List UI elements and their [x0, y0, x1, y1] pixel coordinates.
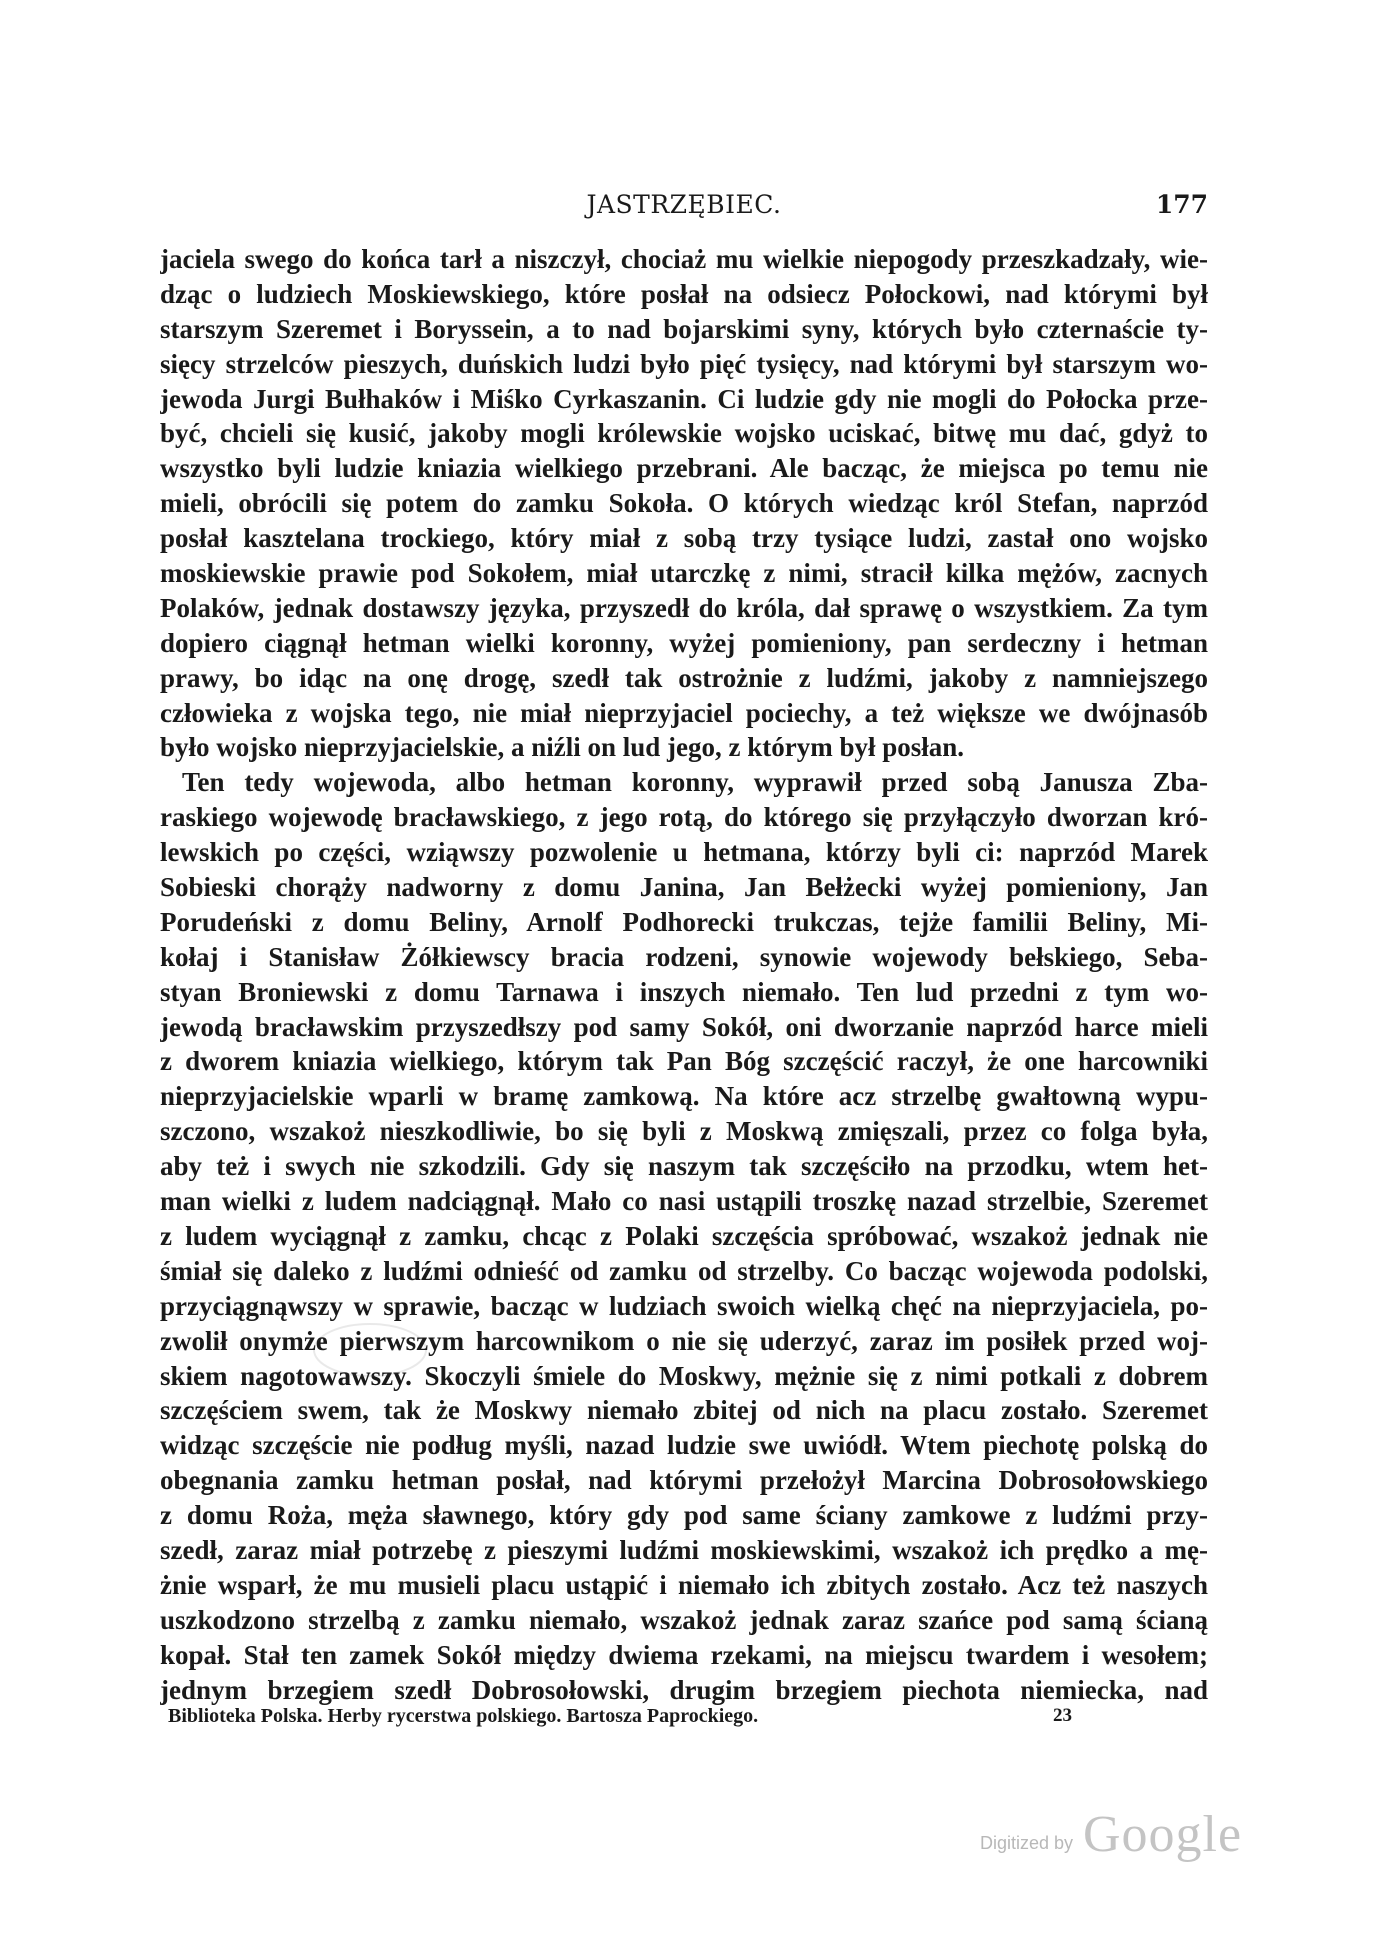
text-line: było wojsko nieprzyjacielskie, a niźli on lud jego, z którym był posłan. [160, 732, 965, 763]
footer-source-line: Biblioteka Polska. Herby rycerstwa polskiego. Bartosza Paprockiego. [168, 1705, 759, 1727]
text-line: jaciela swego do końca tarł a niszczył, chociaż mu wielkie niepogody przeszkadzały, wie- [160, 244, 1208, 274]
text-line: szczęściem swem, tak że Moskwy niemało zbitej od nich na placu zostało. Szeremet [160, 1395, 1208, 1426]
text-line: sięcy strzelców pieszych, duńskich ludzi było pięć tysięcy, nad którymi był starszym wo- [160, 348, 1208, 379]
text-line: obegnania zamku hetman posłał, nad którymi przełożył Marcina Dobrosołowskiego [160, 1465, 1208, 1496]
text-line: śmiał się daleko z ludźmi odnieść od zamku od strzelby. Co bacząc wojewoda podolski, [160, 1255, 1208, 1286]
text-line: kopał. Stał ten zamek Sokół między dwiema rzekami, na miejscu twardem i wesołem; [160, 1639, 1208, 1670]
running-title: JASTRZĘBIEC. [586, 190, 782, 219]
faded-library-stamp [310, 1320, 430, 1380]
google-logo: Google [1083, 1806, 1243, 1863]
text-line: raskiego wojewodę bracławskiego, z jego rotą, do którego się przyłączyło dworzan kró- [160, 802, 1208, 833]
text-line: z ludem wyciągnął z zamku, chcąc z Polaki szczęścia spróbować, wszakoż jednak nie [160, 1220, 1208, 1251]
text-line: starszym Szeremet i Boryssein, a to nad bojarskimi syny, których było czternaście ty- [160, 313, 1208, 344]
page-number: 177 [1155, 190, 1208, 219]
text-line: z dworem kniazia wielkiego, którym tak Pan Bóg szczęścić raczył, że one harcowniki [160, 1046, 1208, 1077]
text-line: dząc o ludziech Moskiewskiego, które posłał na odsiecz Połockowi, nad którymi był [160, 278, 1208, 309]
text-line: styan Broniewski z domu Tarnawa i inszych niemało. Ten lud przedni z tym wo- [160, 976, 1208, 1007]
text-line: człowieka z wojska tego, nie miał nieprzyjaciel pociechy, a też większe we dwójnasób [160, 697, 1208, 728]
text-line: Porudeński z domu Beliny, Arnolf Podhorecki trukczas, tejże familii Beliny, Mi- [160, 906, 1208, 937]
text-line: widząc szczęście nie podług myśli, nazad ludzie swe uwiódł. Wtem piechotę polską do [160, 1430, 1208, 1461]
text-line: kołaj i Stanisław Żółkiewscy bracia rodzeni, synowie wojewody bełskiego, Seba- [160, 941, 1208, 972]
text-line: Ten tedy wojewoda, albo hetman koronny, wyprawił przed sobą Janusza Zba- [182, 767, 1208, 798]
text-line: jewodą bracławskim przyszedłszy pod samy Sokół, oni dworzanie naprzód harce mieli [160, 1011, 1208, 1042]
text-line: być, chcieli się kusić, jakoby mogli królewskie wojsko uciskać, bitwę mu dać, gdyż to [160, 418, 1208, 449]
text-line: Polaków, jednak dostawszy języka, przyszedł do króla, dał sprawę o wszystkiem. Za tym [160, 592, 1208, 623]
text-line: mieli, obrócili się potem do zamku Sokoła. O których wiedząc król Stefan, naprzód [160, 488, 1208, 519]
text-line: moskiewskie prawie pod Sokołem, miał utarczkę z nimi, stracił kilka mężów, zacnych [160, 558, 1208, 589]
text-line: lewskich po części, wziąwszy pozwolenie u hetmana, którzy byli ci: naprzód Marek [160, 837, 1208, 868]
text-line: jednym brzegiem szedł Dobrosołowski, drugim brzegiem piechota niemiecka, nad [160, 1674, 1208, 1705]
text-line: jewoda Jurgi Bułhaków i Miśko Cyrkaszanin. Ci ludzie gdy nie mogli do Połocka prze- [160, 383, 1208, 414]
body-text [160, 242, 1208, 1707]
text-line: żnie wsparł, że mu musieli placu ustąpić i niemało ich zbitych zostało. Acz też naszych [160, 1569, 1208, 1600]
page-footer [160, 1705, 1208, 1735]
text-line: posłał kasztelana trockiego, który miał z sobą trzy tysiące ludzi, zastał ono wojsko [160, 523, 1208, 554]
text-line: z domu Roża, męża sławnego, który gdy pod same ściany zamkowe z ludźmi przy- [160, 1500, 1208, 1531]
text-line: aby też i swych nie szkodzili. Gdy się naszym tak szczęściło na przodku, wtem het- [160, 1151, 1208, 1182]
signature-mark: 23 [1053, 1705, 1072, 1726]
text-line: dopiero ciągnął hetman wielki koronny, wyżej pomieniony, pan serdeczny i hetman [160, 627, 1208, 658]
text-line: wszystko byli ludzie kniazia wielkiego przebrani. Ale bacząc, że miejsca po temu nie [160, 453, 1208, 484]
text-line: Sobieski chorąży nadworny z domu Janina, Jan Bełżecki wyżej pomieniony, Jan [160, 872, 1208, 903]
page-header [160, 190, 1208, 230]
digitization-watermark [980, 1805, 1243, 1865]
text-line: przyciągnąwszy w sprawie, bacząc w ludziach swoich wielką chęć na nieprzyjaciela, po- [160, 1290, 1208, 1321]
text-line: zwolił onymże pierwszym harcownikom o nie się uderzyć, zaraz im posiłek przed woj- [160, 1325, 1208, 1356]
text-line: skiem nagotowawszy. Skoczyli śmiele do Moskwy, mężnie się z nimi potkali z dobrem [160, 1360, 1208, 1391]
text-line: prawy, bo idąc na onę drogę, szedł tak ostrożnie z ludźmi, jakoby z namniejszego [160, 662, 1208, 693]
text-line: uszkodzono strzelbą z zamku niemało, wszakoż jednak zaraz szańce pod samą ścianą [160, 1604, 1208, 1635]
text-line: szedł, zaraz miał potrzebę z pieszymi ludźmi moskiewskimi, wszakoż ich prędko a mę- [160, 1534, 1208, 1565]
text-line: szczono, wszakoż nieszkodliwie, bo się byli z Moskwą zmięszali, przez co folga była, [160, 1116, 1208, 1147]
text-line: man wielki z ludem nadciągnął. Mało co nasi ustąpili troszkę nazad strzelbie, Szeremet [160, 1186, 1208, 1217]
text-line: nieprzyjacielskie wparli w bramę zamkową. Na które acz strzelbę gwałtowną wypu- [160, 1081, 1208, 1112]
watermark-prefix: Digitized by [980, 1833, 1074, 1853]
